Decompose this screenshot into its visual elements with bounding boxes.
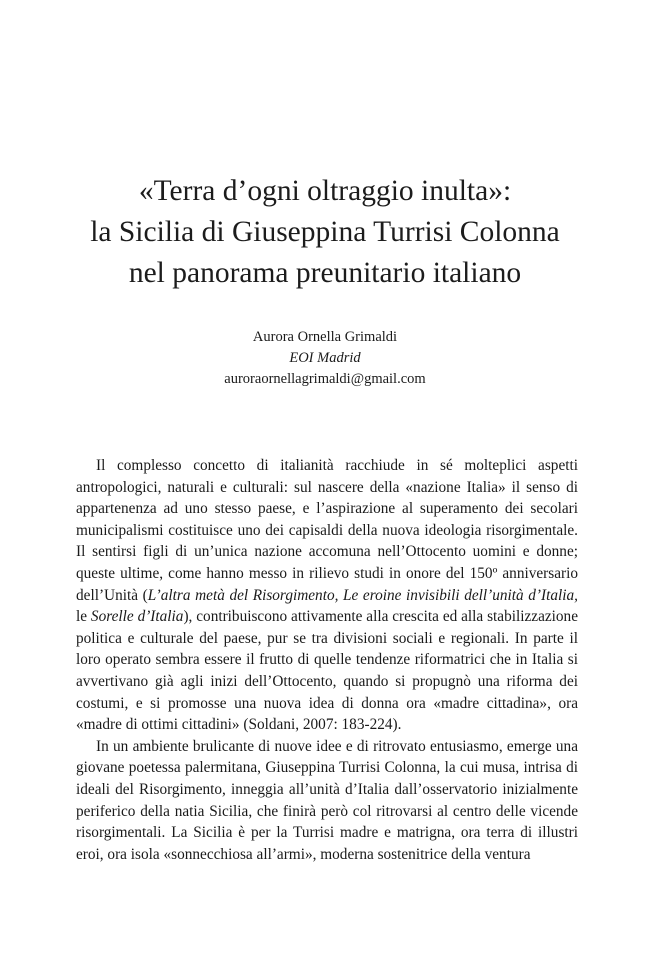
author-email: auroraornellagrimaldi@gmail.com	[224, 371, 426, 387]
paragraph-2: In un ambiente brulicante di nuove idee e di ritrovato entusiasmo, emerge una giovane poetessa palermitana, Giuseppina Turrisi Colonna, la cui musa, intrisa di ideali del Risorgimento, inneggia all’unità d’Italia dall’osservatorio inizialmente periferico della natia Sicilia, che finirà però col ritrovarsi al centro delle vicende risorgimentali. La Sicilia è per la Turrisi madre e matrigna, ora terra di illustri eroi, ora isola «sonnecchiosa all’armi», moderna sostenitrice della ventura	[76, 737, 578, 863]
title-line-1: «Terra d’ogni oltraggio inulta»:	[138, 175, 512, 207]
paragraph-1	[76, 455, 578, 736]
author-block	[100, 327, 550, 390]
paragraph-1-text-a: Il complesso concetto di italianità racchiude in sé molteplici aspetti antropologici, naturali e culturali: sul nascere della «nazione Italia» il senso di appartenenza ad uno stesso paese, e l’aspirazione al superamento dei secolari municipalismi costituisce uno dei capisaldi della nuova ideologia risorgimentale. Il sentirsi figli di un’unica nazione accomuna nell’Ottocento uomini e donne; queste ultime, come hanno messo in rilievo studi in onore del 150º anniversario dell’Unità (	[76, 457, 578, 604]
paragraph-1-italic-title-2: Sorelle d’Italia	[90, 608, 184, 626]
author-name: Aurora Ornella Grimaldi	[252, 329, 398, 345]
body-text	[76, 455, 578, 865]
title-line-3: nel panorama preunitario italiano	[128, 257, 522, 289]
paragraph-1-text-c: ), contribuiscono attivamente alla crescita ed alla stabilizzazione politica e culturale del paese, pur se tra divisioni sociali e regionali. In parte il loro operato sembra essere il frutto di quelle tendenze riformatrici che in Italia si avvertivano già agli inizi dell’Ottocento, quando si propugnò una riforma dei costumi, e si promosse una nuova idea di donna ora «madre cittadina», ora «madre di ottimi cittadini» (Soldani, 2007: 183-224).	[76, 608, 578, 734]
paragraph-1-text-b: le	[76, 608, 91, 626]
paragraph-1-italic-titles: L’altra metà del Risorgimento, Le eroine invisibili dell’unità d’Italia,	[147, 586, 578, 604]
author-affiliation: EOI Madrid	[289, 350, 361, 366]
title-line-2: la Sicilia di Giuseppina Turrisi Colonna	[90, 216, 560, 248]
paper-title	[40, 171, 610, 294]
